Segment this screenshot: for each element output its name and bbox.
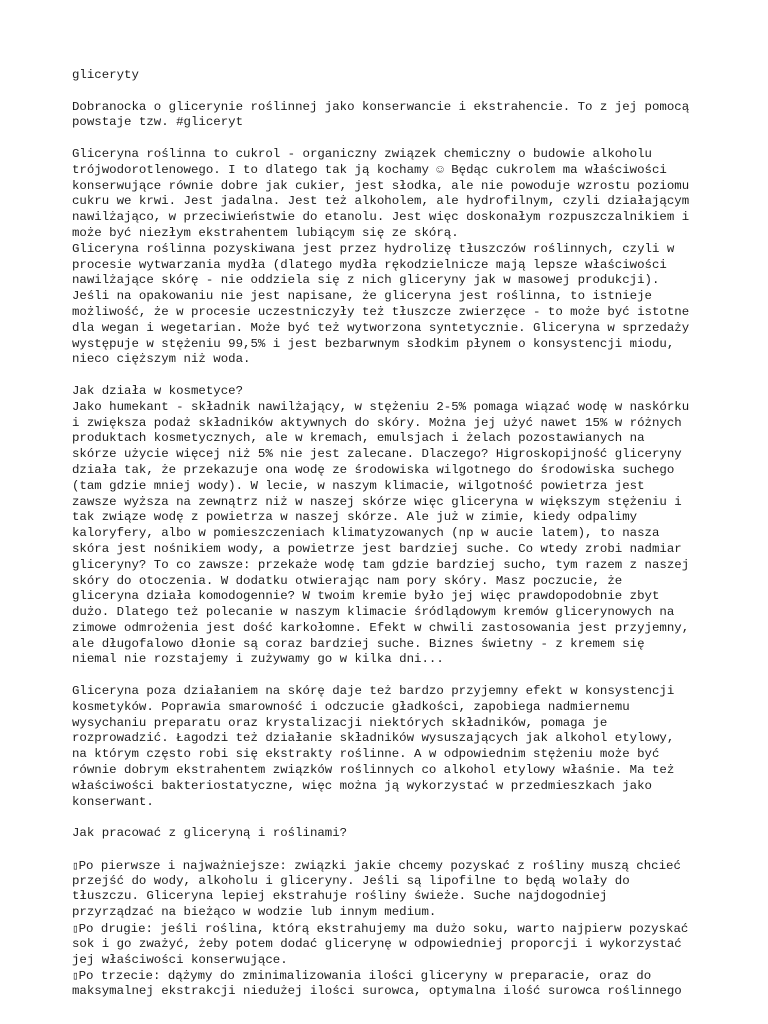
- list-item-first-line: [72, 968, 712, 984]
- body-line: procesie wytwarzania mydła (dlatego mydła rękodzielnicze mają lepsze właściwości: [72, 257, 667, 272]
- body-line: nieco cięższym niż woda.: [72, 352, 251, 367]
- list-item-text: Po trzecie: dążymy do zminimalizowania ilości gliceryny w preparacie, oraz do: [78, 969, 652, 984]
- body-line: gliceryna działa komodogennie? W twoim kremie było jej więc prawdopodobnie zbyt: [72, 589, 660, 604]
- list-item-first-line: [72, 858, 712, 874]
- body-line: dużo. Dlatego też polecanie w naszym klimacie śródlądowym kremów glicerynowych na: [72, 605, 675, 620]
- spacer: [72, 368, 712, 384]
- body-line: przyrządzać na bieżąco w wodzie lub innym medium.: [72, 905, 437, 920]
- body-line: Gliceryna roślinna pozyskiwana jest przez hydrolizę tłuszczów roślinnych, czyli w: [72, 241, 675, 256]
- document-title: gliceryty: [72, 68, 139, 82]
- spacer: [72, 84, 712, 100]
- list-item-first-line: [72, 921, 712, 937]
- intro-line: powstaje tzw. #gliceryt: [72, 115, 244, 130]
- intro-paragraph: [72, 100, 712, 132]
- body-line: cukru we krwi. Jest jadalna. Jest też alkoholem, ale hydrofilnym, czyli działającym: [72, 194, 690, 209]
- list-item: [72, 921, 712, 968]
- spacer: [72, 810, 712, 826]
- spacer: [72, 668, 712, 684]
- bullet-box-icon: ▯: [72, 969, 79, 983]
- body-line: nawilżające skórę - nie oddziela się z nich gliceryny jak w masowej produkcji).: [72, 273, 660, 288]
- body-line: przejść do wody, alkoholu i gliceryny. Jeśli są lipofilne to będą wolały do: [72, 873, 630, 888]
- body-line: trójwodorotlenowego. I to dlatego tak ją kochamy ☺ Będąc cukrolem ma właściwości: [72, 162, 667, 177]
- body-line: Gliceryna roślinna to cukrol - organiczny związek chemiczny o budowie alkoholu: [72, 146, 652, 161]
- body-line: kosmetyków. Poprawia smarowność i odczucie gładkości, zapobiega nadmiernemu: [72, 699, 630, 714]
- list-item: [72, 968, 712, 1000]
- body-line: produktach kosmetycznych, ale w kremach, emulsjach i żelach pozostawianych na: [72, 431, 645, 446]
- body-line: działa tak, że przekazuje ona wodę ze środowiska wilgotnego do środowiska suchego: [72, 462, 675, 477]
- body-line: rozprowadzić. Łagodzi też działanie składników wysuszających jak alkohol etylowy,: [72, 731, 675, 746]
- body-line: może być niezłym ekstrahentem lubiącym się ze skórą.: [72, 225, 459, 240]
- body-line: sok i go zważyć, żeby potem dodać glicerynę w odpowiedniej proporcji i wykorzystać: [72, 936, 682, 951]
- instruction-list: [72, 858, 712, 1000]
- document-page: [72, 68, 712, 1000]
- body-line: właściwości bakteriostatyczne, więc można ją wykorzystać w przedmieszkach jako: [72, 778, 652, 793]
- body-line: konserwant.: [72, 794, 154, 809]
- body-line: wysychaniu preparatu oraz krystalizacji niektórych składników, pomaga je: [72, 715, 608, 730]
- body-line: kaloryfery, albo w pomieszczeniach klimatyzowanych (np w aucie latem), to nasza: [72, 526, 660, 541]
- body-line: równie dobrym ekstrahentem związków roślinnych co alkohol etylowy właśnie. Ma też: [72, 763, 675, 778]
- body-line: występuje w stężeniu 99,5% i jest bezbarwnym słodkim płynem o konsystencji miodu,: [72, 336, 675, 351]
- cosmetics-section: [72, 384, 712, 668]
- body-line: zawsze wyższa na zewnątrz niż w naszej skórze więc gliceryna w większym stężeniu i: [72, 494, 682, 509]
- body-line: zimowe odmrożenia jest dość karkołomne. Efekt w chwili zastosowania jest przyjemny,: [72, 620, 690, 635]
- spacer: [72, 131, 712, 147]
- body-line: gliceryny? To co zawsze: przekaże wodę tam gdzie bardziej sucho, tym razem z naszej: [72, 557, 690, 572]
- body-line: Jako humekant - składnik nawilżający, w stężeniu 2-5% pomaga wiązać wodę w naskórku: [72, 399, 690, 414]
- body-line: skóra jest nośnikiem wody, a powietrze jest bardziej suche. Co wtedy zrobi nadmiar: [72, 541, 682, 556]
- body-line: (tam gdzie mniej wody). W lecie, w naszym klimacie, wilgotność powietrza jest: [72, 478, 645, 493]
- intro-line: Dobranocka o glicerynie roślinnej jako konserwancie i ekstrahencie. To z jej pomocą: [72, 99, 690, 114]
- body-line: nawilżająco, w przeciwieństwie do etanolu. Jest więc doskonałym rozpuszczalnikiem i: [72, 210, 690, 225]
- body-line: możliwość, że w procesie uczestniczyły też tłuszcze zwierzęce - to może być istotne: [72, 304, 690, 319]
- body-line: konserwujące równie dobre jak cukier, jest słodka, ale nie powoduje wzrostu poziomu: [72, 178, 690, 193]
- bullet-box-icon: ▯: [72, 922, 79, 936]
- body-line: ale długofalowo dłonie są coraz bardziej suche. Biznes świetny - z kremem się: [72, 636, 645, 651]
- body-line: skórze użycie więcej niż 5% nie jest zalecane. Dlaczego? Higroskopijność gliceryny: [72, 447, 682, 462]
- spacer: [72, 842, 712, 858]
- body-line: niemal nie rozstajemy i zużywamy go w kilka dni...: [72, 652, 444, 667]
- body-line: Gliceryna poza działaniem na skórę daje też bardzo przyjemny efekt w konsystencji: [72, 684, 675, 699]
- body-line: i zwiększa podaż składników aktywnych do skóry. Można jej użyć nawet 15% w różnych: [72, 415, 682, 430]
- section-heading: Jak pracować z gliceryną i roślinami?: [72, 826, 348, 841]
- body-line: tłuszczu. Gliceryna lepiej ekstrahuje rośliny świeże. Suche najdogodniej: [72, 889, 608, 904]
- body-line: dla wegan i wegetarian. Może być też wytworzona syntetycznie. Gliceryna w sprzedaży: [72, 320, 690, 335]
- consistency-paragraph: [72, 684, 712, 810]
- body-line: skóry do otoczenia. W dodatku otwierając nam pory skóry. Masz poczucie, że: [72, 573, 623, 588]
- body-line: tak związe wodę z powietrza w naszej skórze. Ale już w zimie, kiedy odpalimy: [72, 510, 638, 525]
- bullet-box-icon: ▯: [72, 858, 79, 872]
- glycerin-definition-paragraph: [72, 147, 712, 368]
- body-line: jej właściwości konserwujące.: [72, 952, 288, 967]
- body-line: Jeśli na opakowaniu nie jest napisane, że gliceryna jest roślinna, to istnieje: [72, 289, 652, 304]
- body-line: maksymalnej ekstrakcji niedużej ilości surowca, optymalna ilość surowca roślinnego: [72, 984, 682, 999]
- list-item-text: Po pierwsze i najważniejsze: związki jakie chcemy pozyskać z rośliny muszą chcieć: [78, 858, 681, 873]
- list-item: [72, 858, 712, 921]
- section-heading: Jak działa w kosmetyce?: [72, 383, 244, 398]
- body-line: na którym często robi się ekstrakty roślinne. A w odpowiednim stężeniu może być: [72, 747, 660, 762]
- list-item-text: Po drugie: jeśli roślina, którą ekstrahujemy ma dużo soku, warto najpierw pozyskać: [78, 922, 689, 937]
